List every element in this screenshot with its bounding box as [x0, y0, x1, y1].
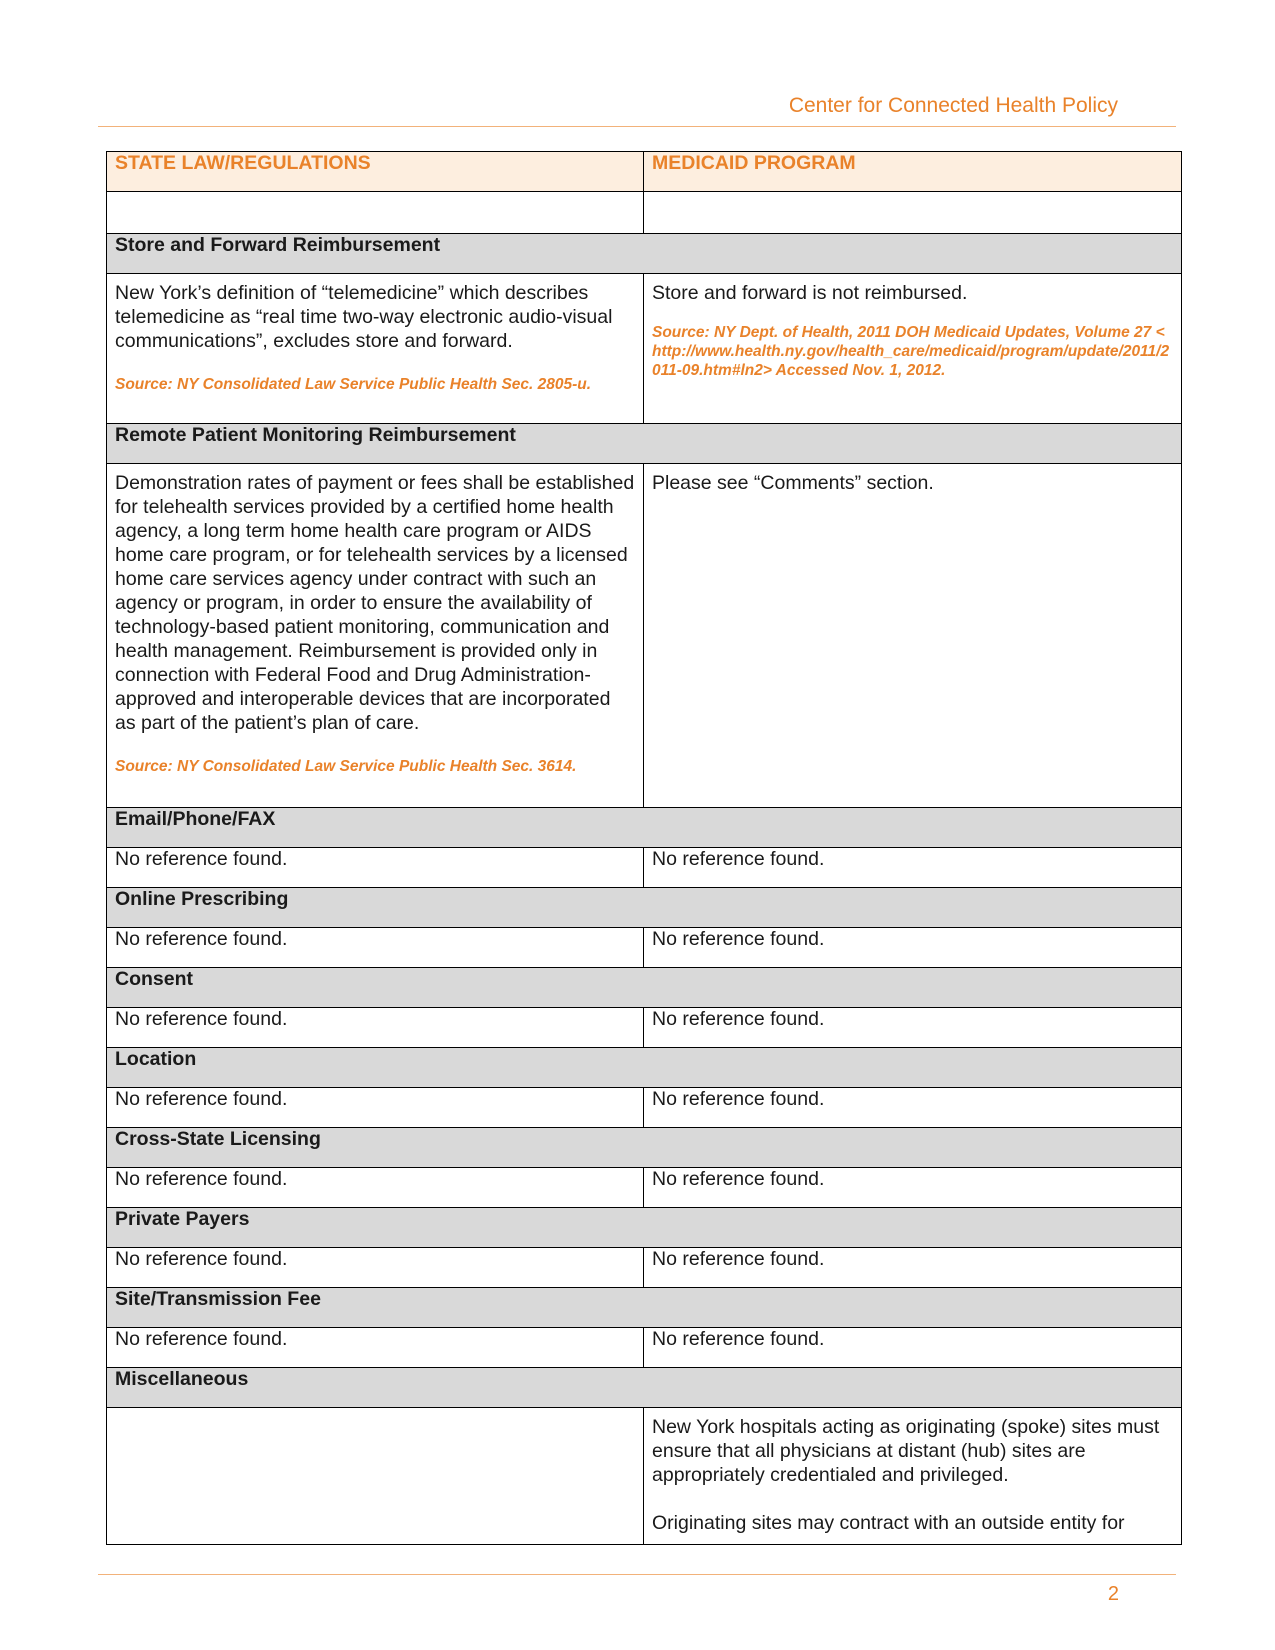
section-row	[107, 1208, 1182, 1248]
section-row	[107, 808, 1182, 848]
content-row	[107, 1168, 1182, 1208]
content-row	[107, 1008, 1182, 1048]
content-row	[107, 928, 1182, 968]
state-law-cell: No reference found.	[107, 1248, 644, 1288]
blank-cell	[107, 192, 644, 234]
section-title-misc: Miscellaneous	[107, 1368, 1182, 1408]
medicaid-cell: No reference found.	[644, 1328, 1182, 1368]
state-law-cell: No reference found.	[107, 1328, 644, 1368]
state-law-cell: No reference found.	[107, 848, 644, 888]
state-law-cell	[107, 274, 644, 424]
state-law-cell	[107, 464, 644, 808]
section-row	[107, 1288, 1182, 1328]
section-row	[107, 1368, 1182, 1408]
medicaid-cell: No reference found.	[644, 1008, 1182, 1048]
section-title: Online Prescribing	[107, 888, 1182, 928]
column-header-state-law: STATE LAW/REGULATIONS	[107, 152, 644, 192]
page-number: 2	[1107, 1583, 1119, 1605]
medicaid-text: Store and forward is not reimbursed.	[652, 282, 968, 304]
section-row	[107, 888, 1182, 928]
section-title: Private Payers	[107, 1208, 1182, 1248]
section-title: Location	[107, 1048, 1182, 1088]
section-row	[107, 1128, 1182, 1168]
section-row	[107, 968, 1182, 1008]
medicaid-cell: No reference found.	[644, 928, 1182, 968]
state-law-source: Source: NY Consolidated Law Service Public Health Sec. 3614.	[115, 758, 577, 775]
section-title: Site/Transmission Fee	[107, 1288, 1182, 1328]
section-title-store-forward: Store and Forward Reimbursement	[107, 234, 1182, 274]
section-row	[107, 1048, 1182, 1088]
state-law-cell: No reference found.	[107, 1088, 644, 1128]
medicaid-cell	[644, 464, 1182, 808]
content-row	[107, 1248, 1182, 1288]
column-header-row	[107, 152, 1182, 192]
state-law-text: New York’s definition of “telemedicine” which describes telemedicine as “real time two-way electronic audio-visual communications”, excludes store and forward.	[115, 282, 613, 352]
content-row	[107, 1088, 1182, 1128]
medicaid-cell: No reference found.	[644, 1168, 1182, 1208]
state-law-cell: No reference found.	[107, 928, 644, 968]
medicaid-cell: No reference found.	[644, 848, 1182, 888]
medicaid-paragraph: New York hospitals acting as originating (spoke) sites must ensure that all physicians at distant (hub) sites are appropriately credentialed and privileged.	[652, 1416, 1160, 1486]
blank-cell	[644, 192, 1182, 234]
policy-table	[106, 151, 1182, 1545]
medicaid-text: Please see “Comments” section.	[652, 472, 934, 494]
blank-row	[107, 192, 1182, 234]
section-row	[107, 234, 1182, 274]
header-divider	[98, 126, 1176, 127]
medicaid-source: Source: NY Dept. of Health, 2011 DOH Medicaid Updates, Volume 27 <http://www.health.ny.gov/health_care/medicaid/program/update/2011/2011-09.htm#ln2> Accessed Nov. 1, 2012.	[652, 324, 1170, 379]
content-row	[107, 848, 1182, 888]
state-law-cell	[107, 1408, 644, 1545]
state-law-source: Source: NY Consolidated Law Service Public Health Sec. 2805-u.	[115, 376, 592, 393]
content-row	[107, 274, 1182, 424]
content-row	[107, 1328, 1182, 1368]
medicaid-cell: No reference found.	[644, 1088, 1182, 1128]
medicaid-cell	[644, 274, 1182, 424]
section-row	[107, 424, 1182, 464]
section-title: Cross-State Licensing	[107, 1128, 1182, 1168]
medicaid-cell: No reference found.	[644, 1248, 1182, 1288]
section-title-rpm: Remote Patient Monitoring Reimbursement	[107, 424, 1182, 464]
section-title: Consent	[107, 968, 1182, 1008]
state-law-text: Demonstration rates of payment or fees shall be established for telehealth services provided by a certified home health agency, a long term home health care program or AIDS home care program, or for telehealth services by a licensed home care services agency under contract with such an agency or program, in order to ensure the availability of technology-based patient monitoring, communication and health management. Reimbursement is provided only in connection with Federal Food and Drug Administration-approved and interoperable devices that are incorporated as part of the patient’s plan of care.	[115, 472, 635, 734]
medicaid-paragraph: Originating sites may contract with an outside entity for	[652, 1512, 1125, 1534]
medicaid-cell	[644, 1408, 1182, 1545]
column-header-medicaid: MEDICAID PROGRAM	[644, 152, 1182, 192]
content-row	[107, 1408, 1182, 1545]
footer-divider	[98, 1574, 1176, 1575]
header-organization: Center for Connected Health Policy	[788, 94, 1118, 117]
section-title: Email/Phone/FAX	[107, 808, 1182, 848]
content-row	[107, 464, 1182, 808]
state-law-cell: No reference found.	[107, 1008, 644, 1048]
state-law-cell: No reference found.	[107, 1168, 644, 1208]
